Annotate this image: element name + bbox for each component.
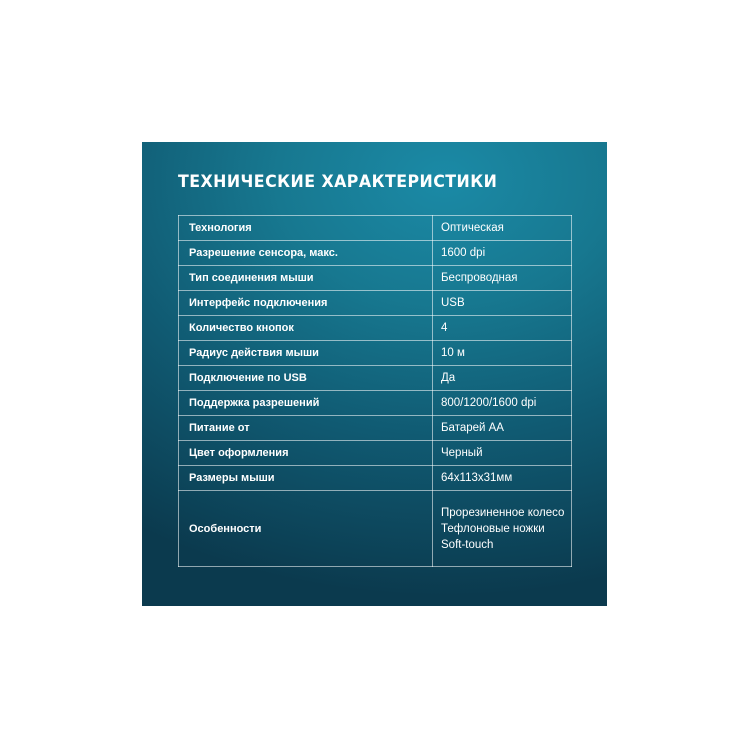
spec-value: Черный [433,441,572,466]
spec-value: 1600 dpi [433,241,572,266]
spec-value: 64x113x31мм [433,466,572,491]
table-row [179,291,572,316]
spec-value: USB [433,291,572,316]
spec-label: Цвет оформления [179,441,433,466]
table-row [179,366,572,391]
table-row [179,416,572,441]
spec-value: Да [433,366,572,391]
spec-value: Оптическая [433,216,572,241]
spec-value: Батарей АА [433,416,572,441]
table-row [179,216,572,241]
spec-value: 10 м [433,341,572,366]
spec-value: 4 [433,316,572,341]
table-row [179,266,572,291]
spec-label: Особенности [179,491,433,567]
spec-label: Размеры мыши [179,466,433,491]
spec-value: 800/1200/1600 dpi [433,391,572,416]
spec-label: Технология [179,216,433,241]
table-row [179,341,572,366]
spec-label: Тип соединения мыши [179,266,433,291]
spec-label: Разрешение сенсора, макс. [179,241,433,266]
spec-label: Питание от [179,416,433,441]
spec-value-features [433,491,572,567]
spec-table [178,215,572,567]
page-title: ТЕХНИЧЕСКИЕ ХАРАКТЕРИСТИКИ [178,172,498,192]
spec-label: Радиус действия мыши [179,341,433,366]
spec-label: Количество кнопок [179,316,433,341]
table-row [179,391,572,416]
feature-item: Тефлоновые ножки [441,522,545,535]
table-row [179,441,572,466]
spec-label: Подключение по USB [179,366,433,391]
spec-label: Поддержка разрешений [179,391,433,416]
spec-value: Беспроводная [433,266,572,291]
table-row [179,316,572,341]
feature-item: Прорезиненное колесо [441,506,565,519]
spec-panel [142,142,607,606]
spec-label: Интерфейс подключения [179,291,433,316]
table-row [179,241,572,266]
feature-item: Soft-touch [441,538,494,551]
table-row [179,466,572,491]
table-row-features [179,491,572,567]
